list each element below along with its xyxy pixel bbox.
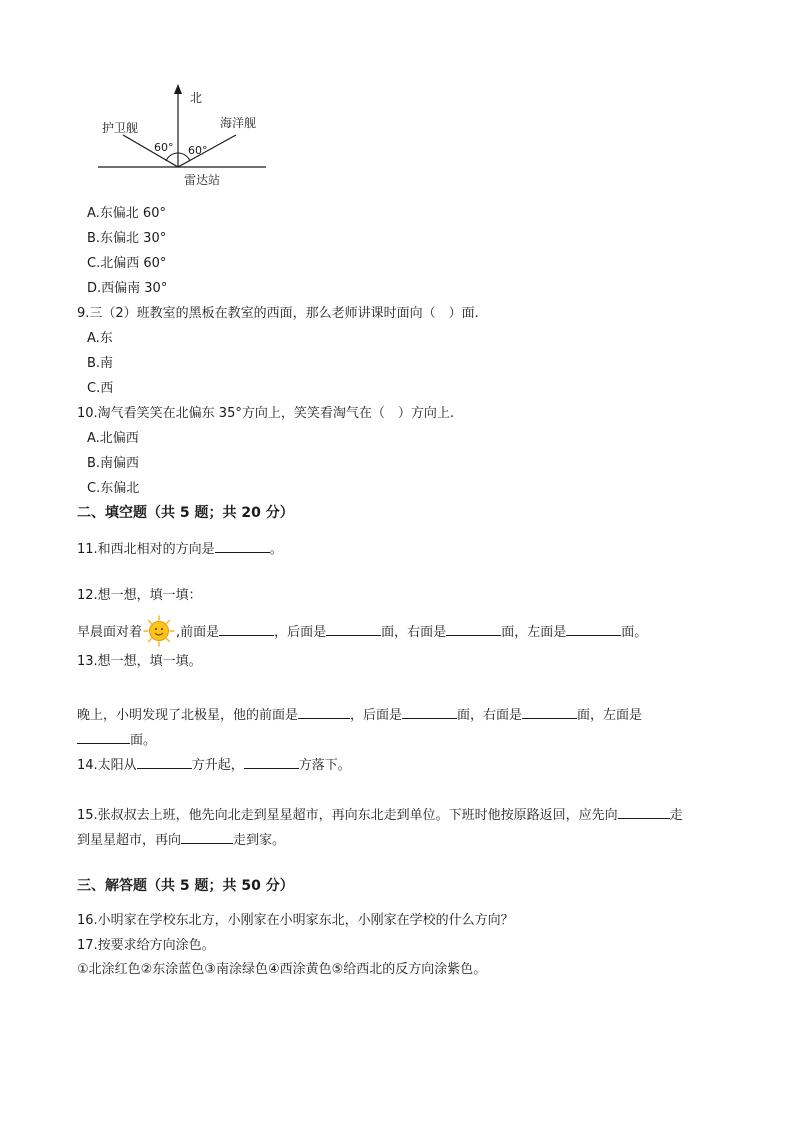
right-ship-label: 海洋舰 xyxy=(220,116,257,130)
q8-option-c: C.北偏西 60° xyxy=(87,256,167,271)
q13-blank-back[interactable] xyxy=(402,704,457,719)
q8-option-a: A.东偏北 60° xyxy=(87,206,166,221)
q12-part-4: 面，右面是 xyxy=(381,625,447,640)
section-3-title: 三、解答题（共 5 题；共 50 分） xyxy=(77,878,294,894)
q9-stem: 9.三（2）班教室的黑板在教室的西面，那么老师讲课时面向（ ）面. xyxy=(77,306,479,321)
north-label: 北 xyxy=(190,91,203,105)
north-arrow-head xyxy=(174,84,182,94)
q13-part-5: 面。 xyxy=(130,733,157,748)
q12-blank-back[interactable] xyxy=(326,621,381,636)
q11-suffix: 。 xyxy=(269,542,283,557)
q14-part-1: 14.太阳从 xyxy=(77,758,137,773)
q12-part-3: ，后面是 xyxy=(274,625,327,640)
q10-stem: 10.淘气看笑笑在北偏东 35°方向上，笑笑看淘气在（ ）方向上. xyxy=(77,406,454,421)
q15-part-4: 走到家。 xyxy=(233,833,286,848)
q15-blank-2[interactable] xyxy=(181,829,233,844)
q8-option-b: B.东偏北 30° xyxy=(87,231,167,246)
q15-part-2: 走 xyxy=(669,808,683,823)
q15-blank-1[interactable] xyxy=(618,804,670,819)
q12-part-5: 面，左面是 xyxy=(501,625,567,640)
q10-option-c: C.东偏北 xyxy=(87,481,140,496)
q12-title: 12.想一想，填一填： xyxy=(77,588,202,603)
q9-option-b: B.南 xyxy=(87,356,114,371)
q9-option-a: A.东 xyxy=(87,331,113,346)
q16: 16.小明家在学校东北方，小刚家在小明家东北，小刚家在学校的什么方向？ xyxy=(77,913,514,928)
q15-line-1 xyxy=(77,804,683,825)
q15-part-1: 15.张叔叔去上班，他先向北走到星星超市，再向东北走到单位。下班时他按原路返回，应先向 xyxy=(77,808,618,823)
q12-blank-right[interactable] xyxy=(446,621,501,636)
q13-blank-right[interactable] xyxy=(522,704,577,719)
q12-part-1: 早晨面对着 xyxy=(77,625,143,640)
q15-line-2 xyxy=(77,829,285,850)
q15-part-3: 到星星超市，再向 xyxy=(77,833,182,848)
left-ship-label: 护卫舰 xyxy=(102,121,139,135)
station-label: 雷达站 xyxy=(184,173,221,187)
q13-blank-left[interactable] xyxy=(77,729,130,744)
q12-body xyxy=(77,621,647,642)
left-angle-label: 60° xyxy=(154,141,174,154)
q14-part-3: 方落下。 xyxy=(298,758,351,773)
section-2-title: 二、填空题（共 5 题；共 20 分） xyxy=(77,505,294,521)
q13-title: 13.想一想，填一填。 xyxy=(77,654,202,669)
q10-option-a: A.北偏西 xyxy=(87,431,139,446)
q13-part-3: 面，右面是 xyxy=(457,708,523,723)
direction-diagram xyxy=(90,80,280,190)
q9-option-c: C.西 xyxy=(87,381,114,396)
q10-option-b: B.南偏西 xyxy=(87,456,140,471)
q11-prefix: 11.和西北相对的方向是 xyxy=(77,542,215,557)
q12-part-2: ,前面是 xyxy=(176,625,220,640)
q11 xyxy=(77,538,283,559)
q12-part-6: 面。 xyxy=(621,625,648,640)
q12-blank-left[interactable] xyxy=(566,621,621,636)
q8-option-d: D.西偏南 30° xyxy=(87,281,168,296)
q14-part-2: 方升起， xyxy=(191,758,244,773)
right-angle-label: 60° xyxy=(188,144,208,157)
q17-title: 17.按要求给方向涂色。 xyxy=(77,938,215,953)
q13-part-2: ，后面是 xyxy=(350,708,403,723)
q13-blank-front[interactable] xyxy=(298,704,350,719)
q13-body-line-1 xyxy=(77,704,642,725)
q17-body: ①北涂红色②东涂蓝色③南涂绿色④西涂黄色⑤给西北的反方向涂紫色。 xyxy=(77,962,487,977)
q14 xyxy=(77,754,351,775)
q13-part-1: 晚上，小明发现了北极星，他的前面是 xyxy=(77,708,299,723)
q12-blank-front[interactable] xyxy=(219,621,274,636)
q14-blank-rise[interactable] xyxy=(137,754,192,769)
q13-body-line-2 xyxy=(77,729,156,750)
q14-blank-set[interactable] xyxy=(244,754,299,769)
q11-blank[interactable] xyxy=(215,538,270,553)
q13-part-4: 面，左面是 xyxy=(577,708,643,723)
sun-icon xyxy=(142,624,176,642)
